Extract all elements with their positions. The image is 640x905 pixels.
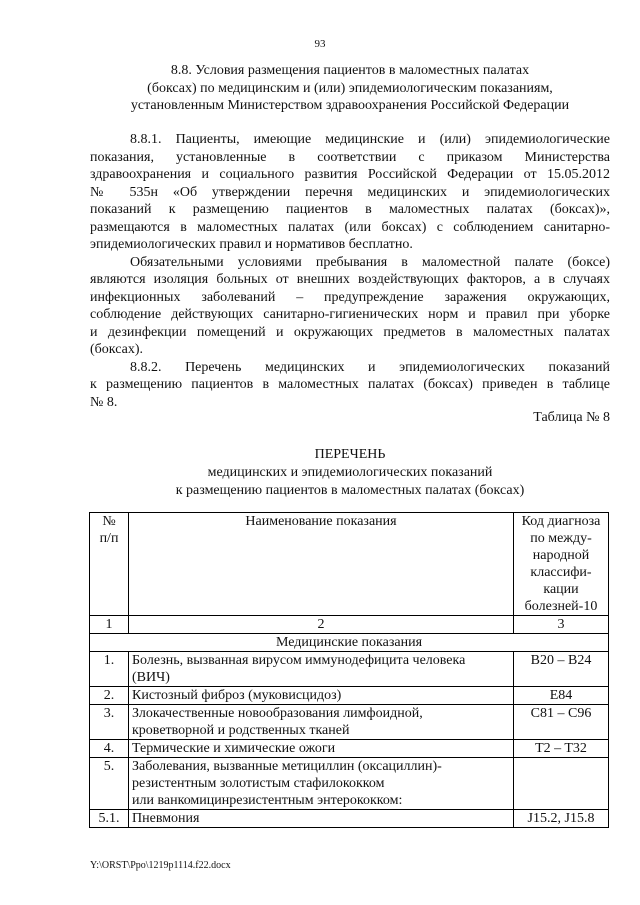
header-code-line: по между- <box>530 531 592 546</box>
header-code-line: народной <box>532 548 590 563</box>
header-code-line: Код диагноза <box>521 514 601 529</box>
table-row <box>90 652 609 687</box>
row-code-cell: E84 <box>514 687 609 705</box>
section-title-line: 8.8. Условия размещения пациентов в маломестных палатах <box>170 63 530 78</box>
paragraph-line: 8.8.1. Пациенты, имеющие медицинские и (или) эпидемиологические <box>130 132 610 147</box>
list-title-heading: ПЕРЕЧЕНЬ <box>314 447 386 462</box>
section-title-line: (боксах) по медицинским и (или) эпидемиологическим показаниям, <box>147 80 553 96</box>
row-code-cell: J15.2, J15.8 <box>514 810 609 828</box>
row-num-cell: 5.1. <box>90 810 129 828</box>
paragraph-line: № 8. <box>90 394 118 410</box>
table-label: Таблица № 8 <box>533 410 610 425</box>
row-name-line: Пневмония <box>132 811 200 826</box>
page-number: 93 <box>314 38 326 50</box>
header-num-line: п/п <box>99 531 119 546</box>
paragraph-line: здравоохранения и социального развития Российской Федерации от 15.05.2012 <box>90 167 610 182</box>
row-name-cell <box>129 810 514 828</box>
table-row <box>90 687 609 705</box>
row-name-line: Кистозный фиброз (муковисцидоз) <box>132 688 342 703</box>
row-name-line: или ванкомицинрезистентным энтерококком: <box>132 793 403 808</box>
paragraph-line: (боксах). <box>90 342 143 357</box>
row-name-cell <box>129 758 514 810</box>
header-num-cell <box>90 513 129 616</box>
header-name-cell: Наименование показания <box>129 513 514 616</box>
list-title-line: к размещению пациентов в маломестных палатах (боксах) <box>175 483 525 498</box>
paragraph-line: к размещению пациентов в маломестных палатах (боксах) приведен в таблице <box>90 377 610 392</box>
row-num-cell: 3. <box>90 705 129 740</box>
table-row <box>90 758 609 810</box>
paragraph-line: размещаются в маломестных палатах (или боксах) с соблюдением санитарно- <box>90 219 610 235</box>
header-code-line: классифи- <box>530 565 592 580</box>
indications-table <box>89 512 609 828</box>
section-row-cell: Медицинские показания <box>90 634 609 652</box>
paragraph-line: эпидемиологических правил и нормативов бесплатно. <box>90 237 413 252</box>
row-code-cell: C81 – C96 <box>514 705 609 740</box>
row-num-cell: 1. <box>90 652 129 687</box>
paragraph-line: являются изоляция больных от внешних воздействующих факторов, а в случаях <box>90 272 610 287</box>
paragraph-line: 8.8.2. Перечень медицинских и эпидемиологических показаний <box>130 359 610 375</box>
column-number-cell: 3 <box>514 616 609 634</box>
paragraph-line: инфекционных заболеваний – предупреждение заражения окружающих, <box>90 289 610 305</box>
row-num-cell: 2. <box>90 687 129 705</box>
list-title-line: медицинских и эпидемиологических показаний <box>207 465 493 480</box>
row-name-cell <box>129 652 514 687</box>
table-row <box>90 740 609 758</box>
paragraph-line: показания, установленные в соответствии с приказом Министерства <box>90 149 610 165</box>
section-row <box>90 634 609 652</box>
header-code-line: болезней-10 <box>524 599 598 614</box>
row-name-cell <box>129 740 514 758</box>
row-name-line: резистентным золотистым стафилококком <box>132 776 385 791</box>
row-num-cell: 4. <box>90 740 129 758</box>
section-title-line: установленным Министерством здравоохранения Российской Федерации <box>130 98 570 113</box>
paragraph-line: показаний к размещению пациентов в маломестных палатах (боксах)», <box>90 202 610 217</box>
row-name-line: Злокачественные новообразования лимфоидной, <box>132 706 423 721</box>
column-number-row <box>90 616 609 634</box>
table-row <box>90 705 609 740</box>
row-name-cell <box>129 705 514 740</box>
row-code-cell: T2 – T32 <box>514 740 609 758</box>
paragraph-line: № 535н «Об утверждении перечня медицинских и эпидемиологических <box>90 184 610 200</box>
row-name-line: кроветворной и родственных тканей <box>132 723 350 738</box>
table-row <box>90 810 609 828</box>
section-title <box>90 62 610 115</box>
file-path-footer: Y:\ORST\Ppo\1219p1114.f22.docx <box>90 860 231 871</box>
table-header-row <box>90 513 609 616</box>
row-name-line: Заболевания, вызванные метициллин (оксациллин)- <box>132 759 442 774</box>
paragraph-line: Обязательными условиями пребывания в маломестной палате (боксе) <box>130 254 610 270</box>
row-num-cell: 5. <box>90 758 129 810</box>
column-number-cell: 2 <box>129 616 514 634</box>
row-code-cell: B20 – B24 <box>514 652 609 687</box>
row-name-line: Болезнь, вызванная вирусом иммунодефицита человека <box>132 653 466 668</box>
header-code-cell <box>514 513 609 616</box>
column-number-cell: 1 <box>90 616 129 634</box>
list-title <box>0 446 640 500</box>
header-code-line: кации <box>543 582 579 597</box>
row-name-line: (ВИЧ) <box>132 670 170 685</box>
row-code-cell <box>514 758 609 810</box>
paragraph-line: соблюдение действующих санитарно-гигиенических норм и правил при уборке <box>90 307 610 322</box>
row-name-line: Термические и химические ожоги <box>132 741 336 756</box>
row-name-cell <box>129 687 514 705</box>
header-num-line: № <box>102 514 116 529</box>
paragraph-line: и дезинфекции помещений и окружающих предметов в маломестных палатах <box>90 324 610 340</box>
